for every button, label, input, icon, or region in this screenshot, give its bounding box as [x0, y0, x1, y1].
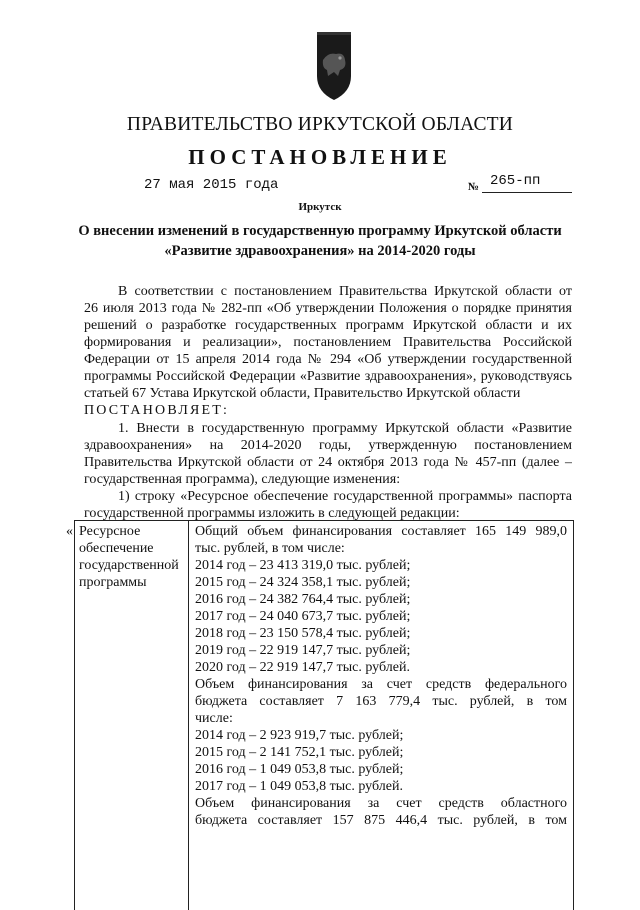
value-line: Объем финансирования за счет средств федерального: [195, 677, 567, 692]
value-line: 2020 год – 22 919 147,7 тыс. рублей.: [195, 660, 410, 675]
number-value: 265-пп: [490, 173, 541, 189]
paragraph-line: 1. Внести в государственную программу Иркутской области «Развитие: [118, 421, 572, 436]
value-line: 2016 год – 1 049 053,8 тыс. рублей;: [195, 762, 404, 777]
open-quote: «: [66, 524, 73, 539]
paragraph-line: программы Российской Федерации «Развитие здравоохранения», руководствуясь: [84, 369, 572, 384]
paragraph-line: 1) строку «Ресурсное обеспечение государственной программы» паспорта: [118, 489, 572, 504]
value-line: 2017 год – 1 049 053,8 тыс. рублей.: [195, 779, 403, 794]
table-value-cell: [188, 520, 574, 910]
paragraph-line: решений о разработке государственных программ Иркутской области и их: [84, 318, 572, 333]
coat-of-arms-emblem: [314, 30, 354, 102]
resource-table: [66, 520, 574, 910]
value-line: бюджета составляет 7 163 779,4 тыс. рублей, в том: [195, 694, 567, 709]
value-line: 2016 год – 24 382 764,4 тыс. рублей;: [195, 592, 411, 607]
paragraph-line: государственной программы изложить в следующей редакции:: [84, 506, 460, 521]
document-date: 27 мая 2015 года: [144, 177, 279, 193]
number-underline: [482, 192, 572, 193]
resolves-word: ПОСТАНОВЛЯЕТ:: [84, 403, 230, 418]
preamble: [84, 283, 572, 419]
value-line: Объем финансирования за счет средств областного: [195, 796, 567, 811]
label-line: государственной: [79, 558, 179, 573]
paragraph-line: Федерации от 15 апреля 2014 года № 294 «Об утверждении государственной: [84, 352, 572, 367]
document-subject: [40, 221, 600, 261]
value-line: числе:: [195, 711, 233, 726]
value-line: 2015 год – 24 324 358,1 тыс. рублей;: [195, 575, 411, 590]
value-line: тыс. рублей, в том числе:: [195, 541, 345, 556]
paragraph-line: формирования и реализации», постановлением Правительства Российской: [84, 335, 572, 350]
government-title: ПРАВИТЕЛЬСТВО ИРКУТСКОЙ ОБЛАСТИ: [126, 114, 514, 135]
paragraph-line: В соответствии с постановлением Правительства Иркутской области от: [118, 284, 572, 299]
value-line: бюджета составляет 157 875 446,4 тыс. рублей, в том: [195, 813, 567, 828]
paragraph-line: 26 июля 2013 года № 282-пп «Об утверждении Положения о порядке принятия: [84, 301, 572, 316]
paragraph-line: здравоохранения» на 2014-2020 годы, утвержденную постановлением: [84, 438, 572, 453]
subject-line: «Развитие здравоохранения» на 2014-2020 годы: [164, 243, 476, 259]
value-line: 2018 год – 23 150 578,4 тыс. рублей;: [195, 626, 411, 641]
document-type-title: ПОСТАНОВЛЕНИЕ: [188, 145, 452, 169]
value-line: Общий объем финансирования составляет 165 149 989,0: [195, 524, 567, 539]
value-line: 2017 год – 24 040 673,7 тыс. рублей;: [195, 609, 411, 624]
document-city: Иркутск: [298, 201, 342, 213]
value-line: 2019 год – 22 919 147,7 тыс. рублей;: [195, 643, 411, 658]
number-sign: №: [468, 181, 480, 193]
label-line: обеспечение: [79, 541, 154, 556]
label-line: Ресурсное: [79, 524, 141, 539]
paragraph-line: Правительства Иркутской области от 24 октября 2013 года № 457-пп (далее –: [84, 455, 572, 470]
table-label-cell: [74, 520, 189, 910]
value-line: 2014 год – 2 923 919,7 тыс. рублей;: [195, 728, 404, 743]
paragraph-line: государственная программа), следующие изменения:: [84, 472, 401, 487]
value-line: 2014 год – 23 413 319,0 тыс. рублей;: [195, 558, 411, 573]
document-number: [468, 173, 572, 195]
subject-line: О внесении изменений в государственную программу Иркутской области: [78, 223, 562, 239]
value-line: 2015 год – 2 141 752,1 тыс. рублей;: [195, 745, 404, 760]
paragraph-line: статьей 67 Устава Иркутской области, Правительство Иркутской области: [84, 386, 521, 401]
label-line: программы: [79, 575, 147, 590]
item-1: [84, 420, 572, 522]
